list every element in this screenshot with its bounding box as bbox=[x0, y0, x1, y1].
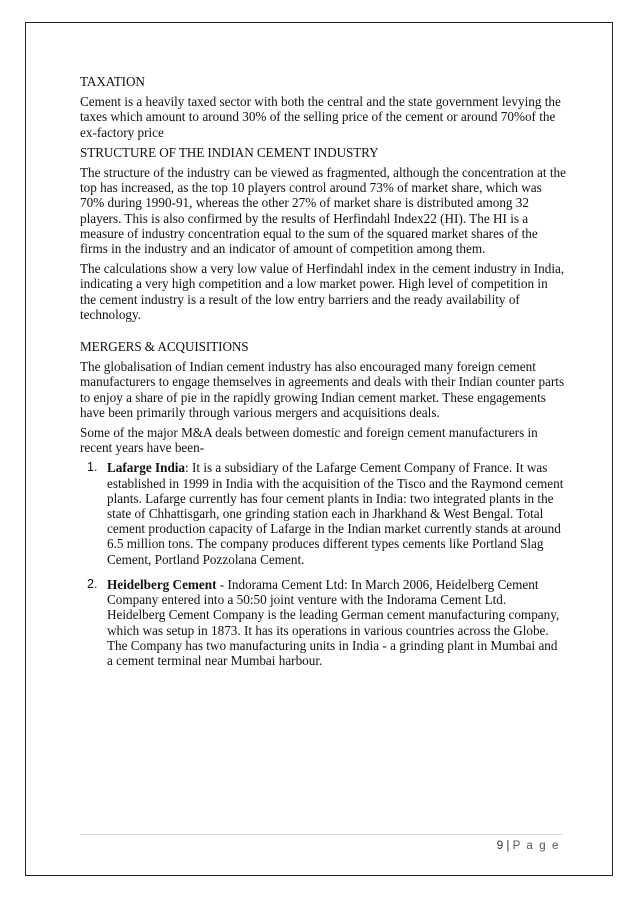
page-footer bbox=[497, 840, 560, 852]
structure-paragraph-1: The structure of the industry can be viewed as fragmented, although the concentration at the top has increased, as the top 10 players control around 73% of market share, which was 70% during 1990-91, whereas the other 27% of market share is distributed among 32 players. This is also confirmed by the results of Herfindahl Index22 (HI). The HI is a measure of industry concentration equal to the sum of the squared market shares of the firms in the industry and an indicator of amount of competition among them. bbox=[80, 165, 566, 257]
structure-heading: STRUCTURE OF THE INDIAN CEMENT INDUSTRY bbox=[80, 144, 379, 160]
list-number: 2. bbox=[87, 576, 98, 591]
structure-paragraph-2: The calculations show a very low value of Herfindahl index in the cement industry in India, indicating a very high competition and a low market power. High level of competition in the cement industry is a result of the low entry barriers and the ready availability of technology. bbox=[80, 261, 565, 322]
taxation-heading: TAXATION bbox=[80, 74, 145, 89]
page-number: 9 bbox=[496, 840, 504, 852]
deal-description: : It is a subsidiary of the Lafarge Cement Company of France. It was established in 1999 in India with the acquisition of the Tisco and the Raymond cement plants. Lafarge currently has four cement plants in India: two integrated plants in the state of Chhattisgarh, one grinding station each in Jharkhand & West Bengal. Total cement production capacity of Lafarge in the Indian market currently stands at around 6.5 million tons. The company produces different types cements like Portland Slag Cement, Portland Pozzolana Cement. bbox=[107, 460, 564, 567]
deals-list bbox=[80, 460, 566, 668]
mergers-paragraph-2: Some of the major M&A deals between domestic and foreign cement manufacturers in recent years have been- bbox=[80, 425, 538, 456]
list-item bbox=[80, 460, 566, 566]
document-body bbox=[80, 74, 566, 678]
list-number: 1. bbox=[87, 460, 98, 475]
mergers-heading: MERGERS & ACQUISITIONS bbox=[80, 339, 249, 355]
footer-divider bbox=[80, 834, 563, 835]
taxation-paragraph: Cement is a heavily taxed sector with both the central and the state government levying the taxes which amount to around 30% of the selling price of the cement or around 70%of the ex-factory price bbox=[80, 94, 561, 140]
footer-separator: | bbox=[506, 840, 510, 852]
deal-name: Heidelberg Cement bbox=[107, 576, 217, 592]
list-item bbox=[80, 577, 566, 668]
section-spacer bbox=[80, 327, 566, 339]
deal-description: - Indorama Cement Ltd: In March 2006, Heidelberg Cement Company entered into a 50:50 joint venture with the Indorama Cement Ltd. Heidelberg Cement Company is the leading German cement manufacturing company, which was setup in 1873. It has its operations in various countries across the Globe. The Company has two manufacturing units in India - a grinding plant in Mumbai and a cement terminal near Mumbai harbour. bbox=[107, 576, 560, 668]
page-label: P a g e bbox=[512, 840, 560, 852]
deal-name: Lafarge India bbox=[107, 460, 186, 476]
mergers-paragraph-1: The globalisation of Indian cement industry has also encouraged many foreign cement manufacturers to engage themselves in agreements and deals with their Indian counter parts to enjoy a share of pie in the rapidly growing Indian cement market. These engagements have been primarily through various mergers and acquisitions deals. bbox=[80, 359, 565, 420]
